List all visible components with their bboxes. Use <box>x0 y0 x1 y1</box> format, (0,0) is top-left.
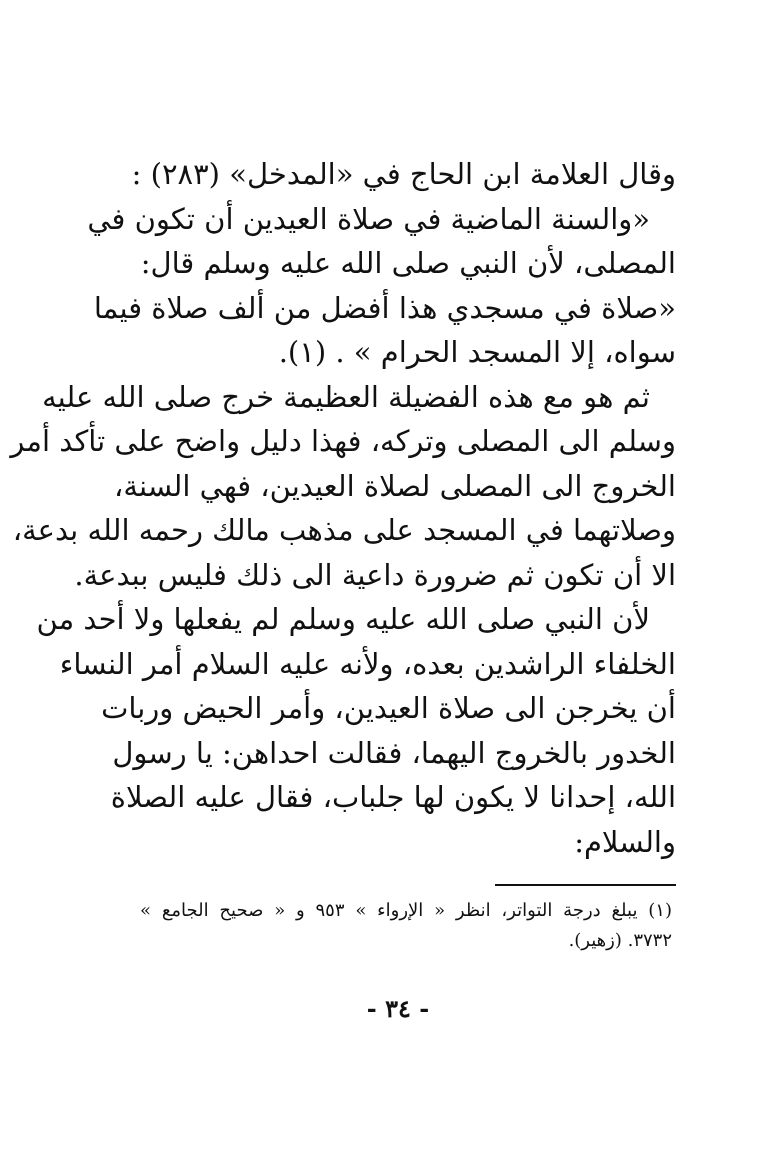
footnotes <box>140 896 672 956</box>
text-line: الا أن تكون ثم ضرورة داعية الى ذلك فليس ببدعة. <box>74 557 676 592</box>
text-line: «صلاة في مسجدي هذا أفضل من ألف صلاة فيما <box>93 290 676 325</box>
text-line: وصلاتهما في المسجد على مذهب مالك رحمه الله بدعة، <box>12 513 676 547</box>
text-line: ثم هو مع هذه الفضيلة العظيمة خرج صلى الله عليه <box>42 379 650 414</box>
footnote-line: ٣٧٣٢. (زهير). <box>568 930 672 951</box>
main-text <box>10 152 676 864</box>
page-number: - ٣٤ - <box>366 994 430 1023</box>
text-line: وقال العلامة ابن الحاج في «المدخل» (٢٨٣) : <box>131 157 676 191</box>
text-line: سواه، إلا المسجد الحرام » . (١). <box>278 335 676 369</box>
text-line: الخلفاء الراشدين بعده، ولأنه عليه السلام أمر النساء <box>59 646 676 681</box>
text-line: الخدور بالخروج اليهما، فقالت احداهن: يا رسول <box>112 735 676 770</box>
footnote-divider <box>495 884 676 886</box>
text-line: أن يخرجن الى صلاة العيدين، وأمر الحيض وربات <box>101 691 676 725</box>
text-line: لأن النبي صلى الله عليه وسلم لم يفعلها ولا أحد من <box>36 602 650 636</box>
text-line: والسلام: <box>574 824 676 859</box>
text-line: الله، إحدانا لا يكون لها جلباب، فقال عليه الصلاة <box>110 780 676 814</box>
text-line: «والسنة الماضية في صلاة العيدين أن تكون في <box>87 201 650 236</box>
text-line: المصلى، لأن النبي صلى الله عليه وسلم قال: <box>140 246 676 280</box>
text-line: الخروج الى المصلى لصلاة العيدين، فهي السنة، <box>114 468 676 503</box>
footnote-line: (١) يبلغ درجة التواتر، انظر « الإرواء » ٩٥٣ و « صحيح الجامع » <box>140 900 672 921</box>
text-line: وسلم الى المصلى وتركه، فهذا دليل واضح على تأكد أمر <box>10 424 676 458</box>
